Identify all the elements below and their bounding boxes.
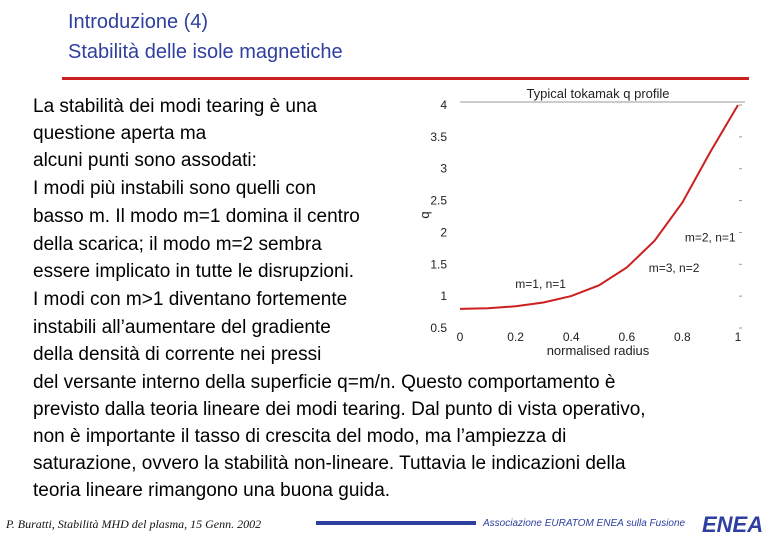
- chart-title: Typical tokamak q profile: [526, 86, 670, 101]
- y-tick-label: 3.5: [430, 129, 447, 144]
- y-tick-label: 2: [440, 225, 447, 240]
- y-tick-label: 1: [440, 289, 447, 304]
- y-tick-label: 2.5: [430, 193, 447, 208]
- mode-label: m=1, n=1: [515, 276, 566, 291]
- x-tick-label: 0.6: [618, 330, 636, 344]
- citation: P. Buratti, Stabilità MHD del plasma, 15 Genn. 2002: [6, 517, 262, 531]
- x-tick-label: 0.8: [674, 330, 691, 344]
- mode-label: m=2, n=1: [684, 230, 736, 245]
- body-line: saturazione, ovvero la stabilità non-lineare. Tuttavia le indicazioni della: [33, 453, 626, 474]
- body-line: della scarica; il modo m=2 sembra: [33, 234, 322, 255]
- y-axis-label: q: [417, 211, 432, 219]
- body-line: della densità di corrente nei pressi: [33, 344, 322, 365]
- y-tick-label: 3: [440, 161, 447, 176]
- x-tick-label: 1: [734, 330, 742, 344]
- body-line: previsto dalla teoria lineare dei modi tearing. Dal punto di vista operativo,: [33, 399, 646, 420]
- x-tick-label: 0.4: [562, 330, 580, 344]
- body-line: I modi con m>1 diventano fortemente: [33, 289, 348, 310]
- body-line: questione aperta ma: [33, 123, 207, 144]
- x-axis-label: normalised radius: [546, 343, 650, 358]
- body-line: alcuni punti sono assodati:: [33, 150, 257, 171]
- body-line: instabili all’aumentare del gradiente: [33, 317, 331, 338]
- q-profile-chart: [415, 80, 755, 360]
- body-line: La stabilità dei modi tearing è una: [33, 96, 318, 117]
- y-tick-label: 0.5: [430, 321, 447, 335]
- body-line: del versante interno della superficie q=m/n. Questo comportamento è: [33, 372, 616, 393]
- slide-subtitle: Stabilità delle isole magnetiche: [68, 41, 343, 63]
- slide-title: Introduzione (4): [68, 11, 209, 33]
- body-line: non è importante il tasso di crescita del modo, ma l’ampiezza di: [33, 426, 567, 447]
- body-line: basso m. Il modo m=1 domina il centro: [33, 206, 360, 227]
- x-tick-label: 0: [456, 330, 464, 344]
- footer-bar: [316, 521, 476, 525]
- enea-logo: [700, 510, 765, 536]
- y-tick-label: 4: [440, 98, 447, 112]
- body-line: teoria lineare rimangono una buona guida.: [33, 480, 391, 501]
- y-tick-label: 1.5: [430, 257, 447, 272]
- mode-label: m=3, n=2: [648, 260, 700, 275]
- logo-text: ENEA: [702, 512, 764, 536]
- association-text: Associazione EURATOM ENEA sulla Fusione: [483, 518, 686, 529]
- body-line: essere implicato in tutte le disrupzioni.: [33, 261, 355, 282]
- body-line: I modi più instabili sono quelli con: [33, 178, 317, 199]
- x-tick-label: 0.2: [507, 330, 524, 344]
